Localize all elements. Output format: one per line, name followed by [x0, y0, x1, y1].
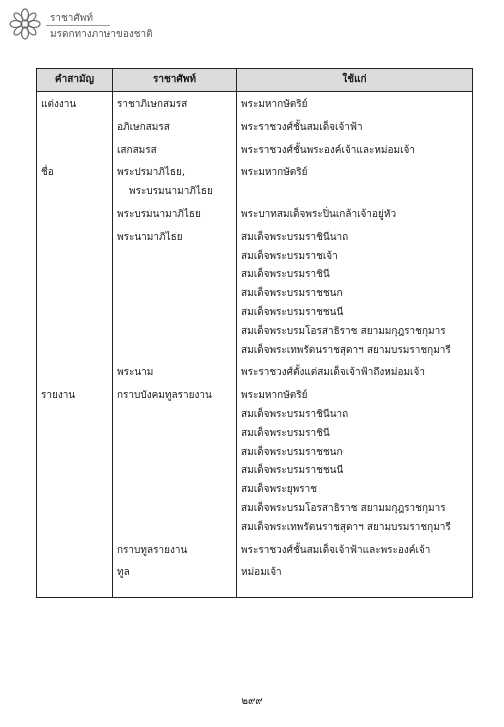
royal-word: อภิเษกสมรส	[117, 121, 170, 133]
usage-entry: สมเด็จพระบรมราชินีนาถ	[241, 231, 349, 243]
common-word: แต่งงาน	[41, 99, 77, 110]
common-word-cell	[37, 387, 113, 537]
royal-word-cell	[113, 206, 237, 225]
usage-entry: สมเด็จพระบรมโอรสาธิราช สยามมกุฎราชกุมาร	[241, 325, 446, 337]
usage-entry: พระมหากษัตริย์	[241, 390, 308, 402]
royal-word-cell	[113, 542, 237, 561]
column-header-common: คำสามัญ	[37, 69, 113, 92]
royal-word-cell	[113, 387, 237, 537]
common-word-cell	[37, 364, 113, 383]
table-row	[37, 542, 473, 561]
royal-word: พระบรมนามาภิไธย	[117, 208, 201, 220]
usage-cell	[237, 364, 473, 383]
usage-entry: สมเด็จพระยุพราช	[241, 484, 318, 496]
usage-cell	[237, 96, 473, 115]
table-header-row	[37, 69, 473, 92]
table-row	[37, 96, 473, 115]
royal-word: พระนาม	[117, 367, 154, 379]
table-row	[37, 564, 473, 583]
usage-cell	[237, 387, 473, 537]
royal-word: พระนามาภิไธย	[117, 231, 183, 243]
table-bottom	[37, 583, 473, 598]
page-number: ๒๙๙	[241, 696, 263, 707]
table-row	[37, 119, 473, 138]
usage-entry: สมเด็จพระบรมราชชนก	[241, 446, 343, 458]
usage-cell	[237, 142, 473, 161]
common-word-cell	[37, 206, 113, 225]
usage-entry: สมเด็จพระบรมราชชนก	[241, 288, 343, 300]
usage-entry: พระราชวงศ์ชั้นสมเด็จเจ้าฟ้าและพระองค์เจ้า	[241, 544, 431, 556]
table-row	[37, 364, 473, 383]
usage-entry: สมเด็จพระบรมราชินีนาถ	[241, 408, 349, 420]
royal-word-cell	[113, 119, 237, 138]
common-word-cell	[37, 164, 113, 202]
royal-word-cell	[113, 229, 237, 361]
header-subtitle: มรดกทางภาษาของชาติ	[50, 29, 153, 40]
usage-entry: พระบาทสมเด็จพระปิ่นเกล้าเจ้าอยู่หัว	[241, 208, 397, 220]
usage-entry: พระราชวงศ์ชั้นสมเด็จเจ้าฟ้า	[241, 121, 363, 133]
usage-cell	[237, 164, 473, 202]
table-row	[37, 229, 473, 361]
royal-word-cell	[113, 364, 237, 383]
usage-entry: สมเด็จพระบรมราชชนนี	[241, 306, 344, 318]
common-word-cell	[37, 564, 113, 583]
usage-entry: สมเด็จพระบรมราชินี	[241, 269, 330, 281]
common-word: รายงาน	[41, 390, 76, 402]
usage-entry: พระราชวงศ์ชั้นพระองค์เจ้าและหม่อมเจ้า	[241, 144, 415, 156]
column-header-royal: ราชาศัพท์	[113, 69, 237, 92]
royal-word-cell	[113, 142, 237, 161]
royal-word-continued: พระบรมนามาภิไธย	[129, 186, 213, 198]
page-header	[8, 5, 153, 45]
table-row	[37, 164, 473, 202]
usage-entry: พระราชวงศ์ตั้งแต่สมเด็จเจ้าฟ้าถึงหม่อมเจ้า	[241, 367, 425, 379]
royal-word-cell	[113, 164, 237, 202]
usage-cell	[237, 229, 473, 361]
usage-cell	[237, 206, 473, 225]
usage-entry: สมเด็จพระเทพรัตนราชสุดาฯ สยามบรมราชกุมารี	[241, 344, 451, 356]
royal-word-cell	[113, 96, 237, 115]
usage-entry: สมเด็จพระเทพรัตนราชสุดาฯ สยามบรมราชกุมารี	[241, 521, 451, 533]
common-word-cell	[37, 229, 113, 361]
royal-word: เสกสมรส	[117, 144, 157, 156]
royal-word: กราบทูลรายงาน	[117, 544, 188, 556]
header-divider	[46, 25, 110, 26]
column-header-usage: ใช้แก่	[237, 69, 473, 92]
royal-word: ราชาภิเษกสมรส	[117, 99, 188, 110]
common-word: ชื่อ	[41, 167, 54, 179]
table-row	[37, 387, 473, 537]
usage-entry: สมเด็จพระบรมราชินี	[241, 427, 330, 439]
usage-cell	[237, 542, 473, 561]
common-word-cell	[37, 119, 113, 138]
common-word-cell	[37, 542, 113, 561]
royal-word	[117, 183, 232, 202]
common-word-cell	[37, 96, 113, 115]
royal-word: พระปรมาภิไธย,	[117, 167, 186, 179]
usage-entry: พระมหากษัตริย์	[241, 167, 308, 179]
usage-entry: สมเด็จพระบรมราชชนนี	[241, 465, 344, 477]
royal-word-cell	[113, 564, 237, 583]
usage-entry: สมเด็จพระบรมโอรสาธิราช สยามมกุฎราชกุมาร	[241, 502, 446, 514]
common-word-cell	[37, 142, 113, 161]
usage-cell	[237, 564, 473, 583]
header-title: ราชาศัพท์	[50, 13, 93, 24]
table-row	[37, 142, 473, 161]
ornament-logo-icon	[8, 7, 42, 41]
royal-word: กราบบังคมทูลรายงาน	[117, 390, 212, 402]
usage-entry: สมเด็จพระบรมราชเจ้า	[241, 250, 338, 262]
royal-vocabulary-table	[36, 68, 473, 598]
usage-cell	[237, 119, 473, 138]
usage-entry: หม่อมเจ้า	[241, 567, 282, 579]
royal-word: ทูล	[117, 567, 130, 579]
usage-entry: พระมหากษัตริย์	[241, 99, 308, 110]
table-row	[37, 206, 473, 225]
